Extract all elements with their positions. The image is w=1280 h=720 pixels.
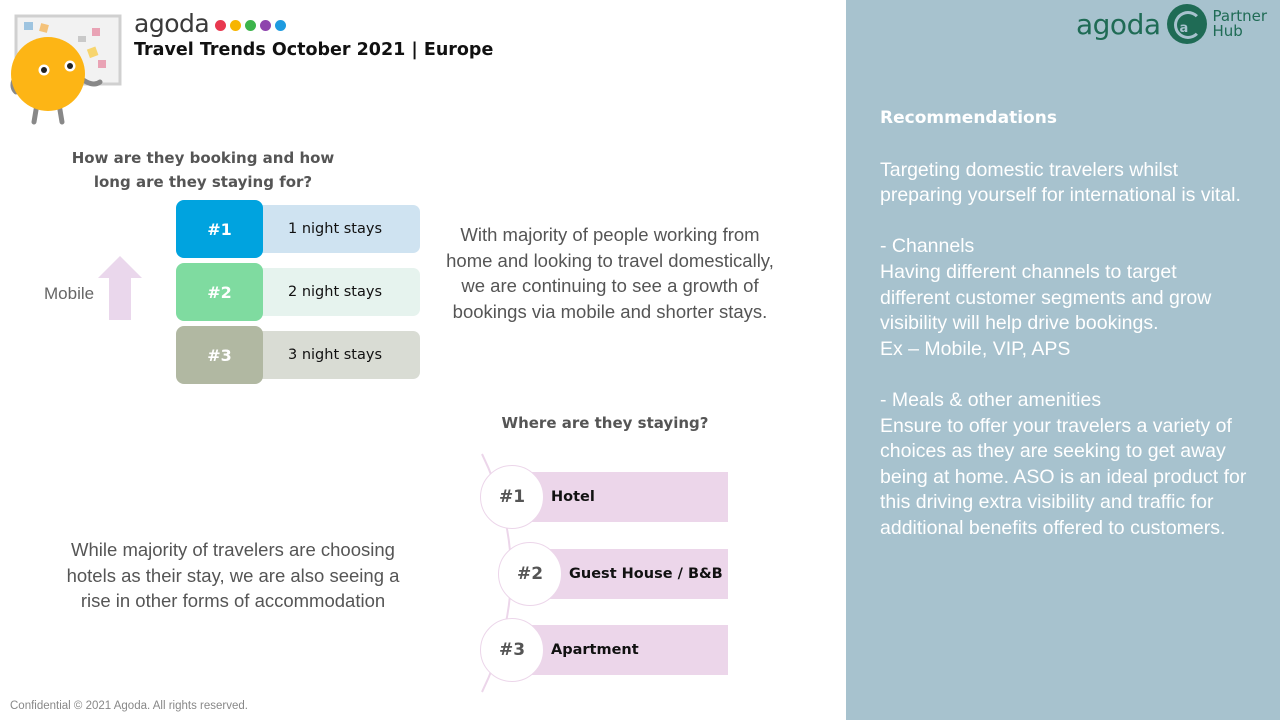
channels-example: Ex – Mobile, VIP, APS [880,337,1071,360]
rank-bar: 3 night stays [260,331,420,379]
logo-dot [230,20,241,31]
booking-question-line2: long are they staying for? [93,173,313,191]
agoda-logo [134,8,290,38]
stay-insight-text: While majority of travelers are choosing hotels as their stay, we are also seeing a rise in other forms of accommodation [66,539,400,611]
stay-bar: Apartment [512,625,728,675]
stay-bar: Hotel [512,472,728,522]
partner-hub-badge-icon [1167,4,1207,44]
booking-question [50,146,356,194]
logo-dot [275,20,286,31]
channels-heading: - Channels [880,235,975,258]
meals-heading: - Meals & other amenities [880,388,1102,411]
logo-dot [215,20,226,31]
rank-badge: #1 [176,200,263,258]
mobile-label: Mobile [44,284,95,303]
footer-copyright: Confidential © 2021 Agoda. All rights reserved. [10,700,248,712]
stay-rank-circle: #3 [480,618,544,682]
booking-insight-text: With majority of people working from home and looking to travel domestically, we are continuing to see a growth of bookings via mobile and shorter stays. [446,224,774,322]
booking-rank-row [176,326,420,384]
partner-logo-word: agoda [1076,7,1161,41]
partner-hub-text [1213,9,1268,39]
partner-hub-logo [1076,2,1276,46]
rank-bar: 1 night stays [260,205,420,253]
page-title: Travel Trends October 2021 | Europe [134,40,494,60]
channels-text: Having different channels to target different customer segments and grow visibility will help drive bookings. [880,260,1212,335]
recommendations-intro: Targeting domestic travelers whilst preparing yourself for international is vital. [880,158,1241,207]
partner-badge-letter: a [1179,21,1189,36]
booking-question-line1: How are they booking and how [71,149,335,167]
stay-item [480,472,728,522]
stay-rank-circle: #2 [498,542,562,606]
rank-badge: #2 [176,263,263,321]
meals-text: Ensure to offer your travelers a variety of choices as they are seeking to get away being at home. ASO is an ideal product for this driving extra visibility and traffic for additional benefits offered to customers. [880,414,1247,539]
agoda-logo-word: agoda [134,8,210,38]
stay-bar: Guest House / B&B [530,549,728,599]
up-arrow-icon [98,256,142,322]
agoda-logo-dots [215,20,290,31]
recommendations [880,104,1250,542]
booking-rank-row [176,200,420,258]
stay-item [498,549,728,599]
rank-bar: 2 night stays [260,268,420,316]
partner-hub-line1: Partner [1212,7,1268,25]
booking-rank-row [176,263,420,321]
logo-dot [245,20,256,31]
rank-badge: #3 [176,326,263,384]
partner-hub-line2: Hub [1212,22,1243,40]
stay-rank-circle: #1 [480,465,544,529]
stay-item [480,625,728,675]
logo-dot [260,20,271,31]
stay-question: Where are they staying? [501,414,709,432]
mascot-illustration [8,12,126,130]
recommendations-title: Recommendations [880,108,1057,128]
